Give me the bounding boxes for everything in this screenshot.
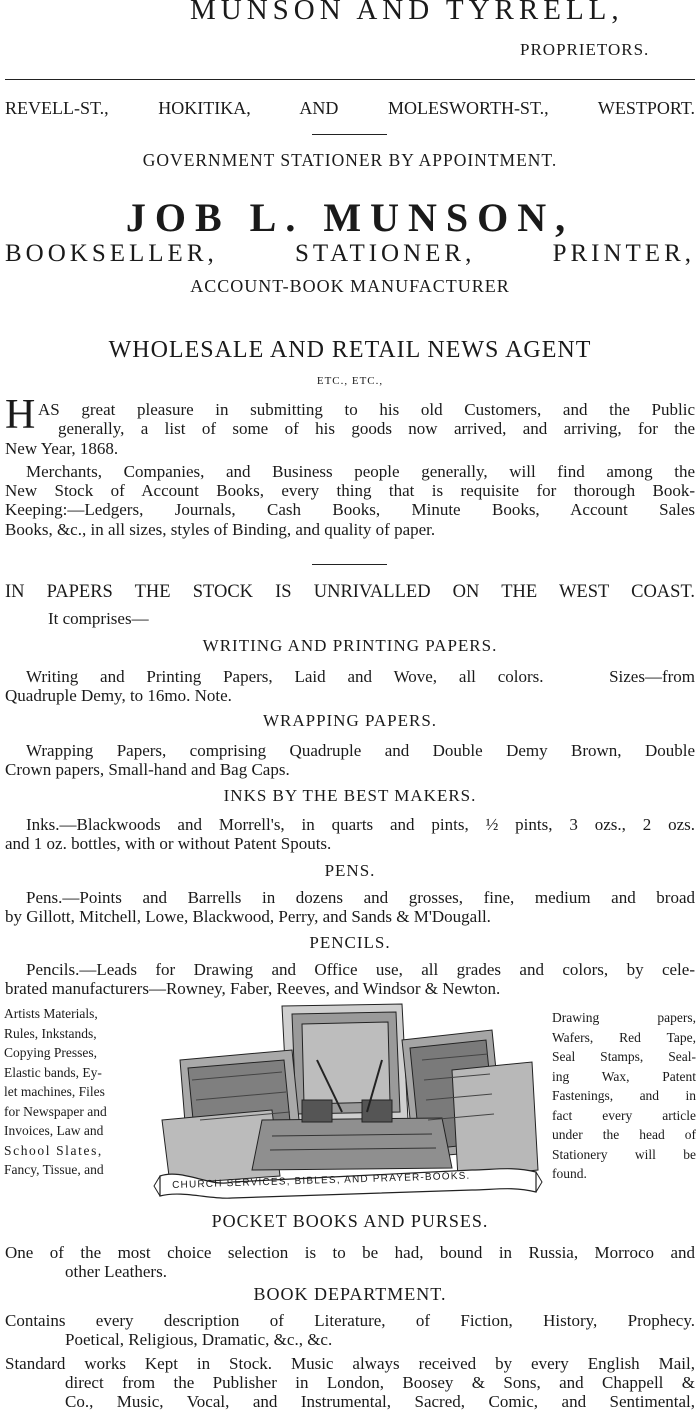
- wrapping-text: Crown papers, Small-hand and Bag Caps.: [5, 760, 290, 779]
- book-dept-text: Poetical, Religious, Dramatic, &c., &c.: [65, 1330, 333, 1349]
- pens-text: Pens.—Points and Barrells in dozens and grosses, fine, medium and broad: [26, 888, 695, 907]
- right-column: [552, 1008, 696, 1184]
- left-column-line: Fancy, Tissue, and: [4, 1162, 104, 1177]
- right-column-line: Wafers, Red Tape,: [552, 1029, 696, 1045]
- left-column-line: School Slates,: [4, 1142, 103, 1158]
- wrapping-heading: WRAPPING PAPERS.: [262, 711, 438, 730]
- right-column-line: Stationery will be: [552, 1146, 696, 1162]
- left-column-line: for Newspaper and: [4, 1103, 107, 1119]
- right-column-line: found.: [552, 1166, 587, 1181]
- drop-cap: H: [5, 392, 36, 438]
- left-column-line: let machines, Files: [4, 1084, 105, 1099]
- book-dept-text: Co., Music, Vocal, and Instrumental, Sacred, Comic, and Sentimental,: [65, 1392, 695, 1411]
- pocket-text: other Leathers.: [65, 1262, 167, 1281]
- pencils-text: Pencils.—Leads for Drawing and Office use, all grades and colors, by cele-: [26, 960, 695, 979]
- intro-line: Keeping:—Ledgers, Journals, Cash Books, Minute Books, Account Sales: [5, 500, 695, 519]
- proprietors-name: MUNSON AND TYRRELL,: [190, 0, 624, 26]
- business-name: JOB L. MUNSON,: [125, 195, 575, 240]
- comprises-line: It comprises—: [48, 609, 149, 628]
- short-rule: [312, 134, 387, 135]
- trades-line: BOOKSELLER, STATIONER, PRINTER,: [5, 240, 695, 267]
- book-dept-text: Standard works Kept in Stock. Music always received by every English Mail,: [5, 1354, 695, 1373]
- header-rule: [5, 79, 695, 80]
- inks-heading: INKS BY THE BEST MAKERS.: [223, 786, 477, 805]
- manufacturer-line: ACCOUNT-BOOK MANUFACTURER: [190, 276, 510, 296]
- intro-line: New Stock of Account Books, every thing that is requisite for thorough Book-: [5, 481, 695, 500]
- appointment-line: GOVERNMENT STATIONER BY APPOINTMENT.: [142, 150, 558, 170]
- writing-text: Writing and Printing Papers, Laid and Wove, all colors. Sizes—from: [26, 667, 695, 686]
- writing-text: Quadruple Demy, to 16mo. Note.: [5, 686, 232, 705]
- pencils-heading: PENCILS.: [309, 933, 391, 952]
- left-column-line: Elastic bands, Ey-: [4, 1064, 102, 1080]
- right-column-line: fact every article: [552, 1107, 696, 1123]
- left-column: [4, 1004, 107, 1180]
- book-dept-heading: BOOK DEPARTMENT.: [253, 1284, 447, 1304]
- pocket-heading: POCKET BOOKS AND PURSES.: [211, 1211, 489, 1231]
- pens-text: by Gillott, Mitchell, Lowe, Blackwood, Perry, and Sands & M'Dougall.: [5, 907, 491, 926]
- book-dept-text: direct from the Publisher in London, Boosey & Sons, and Chappell &: [65, 1373, 695, 1392]
- pens-heading: PENS.: [324, 861, 376, 880]
- left-column-line: Artists Materials,: [4, 1006, 98, 1021]
- left-column-line: Invoices, Law and: [4, 1123, 104, 1138]
- pocket-text: One of the most choice selection is to be had, bound in Russia, Morroco and: [5, 1243, 695, 1262]
- intro-line: AS great pleasure in submitting to his old Customers, and the Public: [38, 400, 695, 419]
- news-agent-line: WHOLESALE AND RETAIL NEWS AGENT: [108, 337, 592, 363]
- inks-text: and 1 oz. bottles, with or without Patent Spouts.: [5, 834, 332, 853]
- intro-line: Merchants, Companies, and Business people generally, will find among the: [26, 462, 695, 481]
- wrapping-text: Wrapping Papers, comprising Quadruple and Double Demy Brown, Double: [26, 741, 695, 760]
- inks-text: Inks.—Blackwoods and Morrell's, in quarts and pints, ½ pints, 3 ozs., 2 ozs.: [26, 815, 695, 834]
- engraving-banner-text: CHURCH SERVICES, BIBLES, AND PRAYER-BOOKS.: [172, 1170, 471, 1191]
- right-column-line: Drawing papers,: [552, 1010, 696, 1025]
- etc-line: ETC., ETC.,: [316, 375, 384, 387]
- right-column-line: Seal Stamps, Seal-: [552, 1049, 696, 1064]
- intro-line: New Year, 1868.: [5, 439, 119, 458]
- proprietors-label: PROPRIETORS.: [520, 40, 650, 59]
- intro-line: Books, &c., in all sizes, styles of Binding, and quality of paper.: [5, 520, 436, 539]
- right-column-line: under the head of: [552, 1127, 696, 1142]
- papers-headline: IN PAPERS THE STOCK IS UNRIVALLED ON THE WEST COAST.: [5, 582, 695, 602]
- intro-line: generally, a list of some of his goods now arrived, and arriving, for the: [58, 419, 695, 438]
- writing-heading: WRITING AND PRINTING PAPERS.: [202, 636, 498, 655]
- address-line: REVELL-ST., HOKITIKA, AND MOLESWORTH-ST., WESTPORT.: [5, 98, 695, 118]
- left-column-line: Copying Presses,: [4, 1045, 98, 1060]
- book-dept-text: Contains every description of Literature, of Fiction, History, Prophecy.: [5, 1311, 695, 1330]
- section-rule: [312, 564, 387, 565]
- right-column-line: ing Wax, Patent: [552, 1068, 696, 1084]
- right-column-line: Fastenings, and in: [552, 1088, 696, 1103]
- left-column-line: Rules, Inkstands,: [4, 1025, 97, 1041]
- pencils-text: brated manufacturers—Rowney, Faber, Reeves, and Windsor & Newton.: [5, 979, 501, 998]
